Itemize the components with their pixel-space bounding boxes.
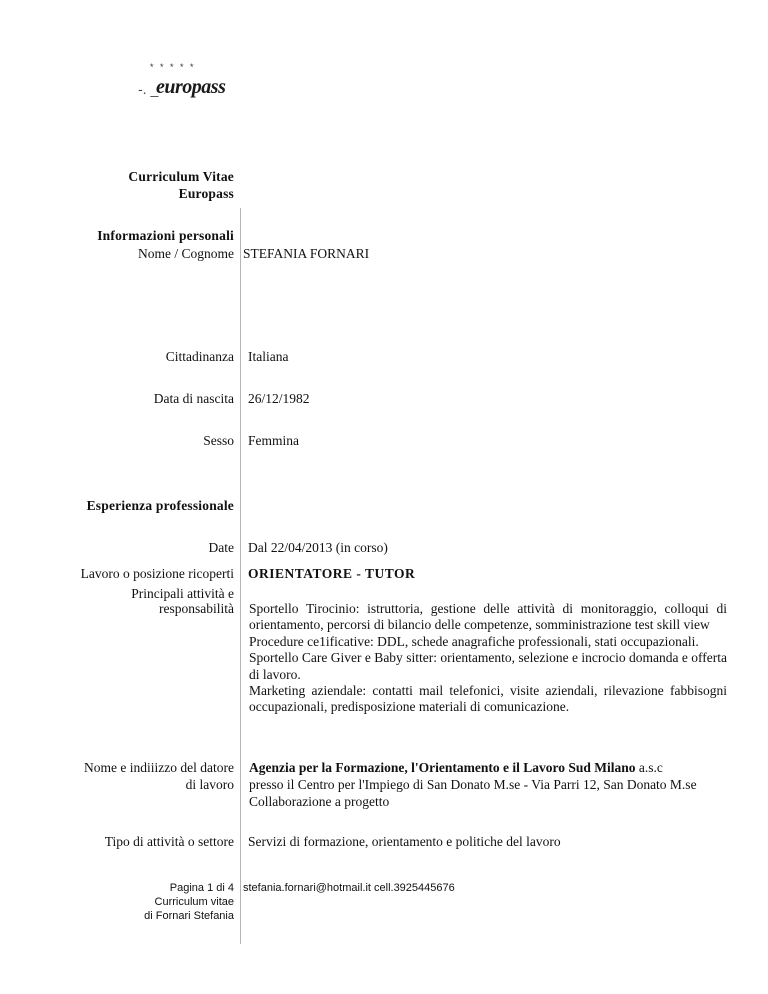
birthdate-label: Data di nascita [153,391,234,406]
cv-title-line2: Europass [178,186,234,201]
sector-value: Servizi di formazione, orientamento e politiche del lavoro [248,834,561,849]
logo-text: europass [156,76,226,98]
section-experience: Esperienza professionale [86,498,234,513]
employer-address: presso il Centro per l'Impiego di San Donato M.se - Via Parri 12, San Donato M.se [249,777,697,792]
footer-doc-title: Curriculum vitae [154,896,234,908]
citizenship-value: Italiana [248,349,289,364]
logo-stars: * * * * * [150,62,196,72]
employer-name: Agenzia per la Formazione, l'Orientamento e il Lavoro Sud Milano [249,760,636,775]
activities-label-line1: Principali attività e [131,586,234,601]
cv-title-line1: Curriculum Vitae [128,169,234,184]
europass-logo [138,62,238,102]
footer-contact: stefania.fornari@hotmail.it cell.3925445676 [243,882,455,894]
birthdate-value: 26/12/1982 [248,391,310,406]
activity-item: Sportello Tirocinio: istruttoria, gestione delle attività di monitoraggio, colloqui di orientamento, percorsi di bilancio delle competenze, somministrazione test skill view [249,601,727,633]
employer-block [249,759,727,810]
employer-label-line2: di lavoro [185,777,234,792]
activity-item: Marketing aziendale: contatti mail telefonici, visite aziendali, rilevazione fabbisogni occupazionali, predisposizione materiali di comunicazione. [249,683,727,715]
sector-label: Tipo di attività o settore [104,834,234,849]
sex-label: Sesso [203,433,234,448]
footer-author: di Fornari Stefania [144,910,234,922]
citizenship-label: Cittadinanza [165,349,234,364]
date-label: Date [208,540,234,555]
activity-item: Sportello Care Giver e Baby sitter: orientamento, selezione e incrocio domanda e offerta di lavoro. [249,650,727,682]
activities-label-line2: responsabilità [159,601,234,616]
footer-page-number: Pagina 1 di 4 [169,882,234,894]
position-value: ORIENTATORE - TUTOR [248,566,416,581]
employer-suffix: a.s.c [635,760,663,775]
employer-label-line1: Nome e indiiizzo del datore [84,760,234,775]
activity-item: Procedure ce1ificative: DDL, schede anagrafiche professionali, stati occupazionali. [249,633,699,649]
section-personal-info: Informazioni personali [97,228,234,243]
activities-list [249,601,727,716]
name-value: STEFANIA FORNARI [243,246,370,261]
employer-contract: Collaborazione a progetto [249,794,390,809]
date-value: Dal 22/04/2013 (in corso) [248,540,388,555]
logo-dash: -. _ [138,81,159,97]
sex-value: Femmina [248,433,299,448]
column-divider [240,208,241,944]
position-label: Lavoro o posizione ricoperti [80,566,234,581]
name-label: Nome / Cognome [138,246,234,261]
